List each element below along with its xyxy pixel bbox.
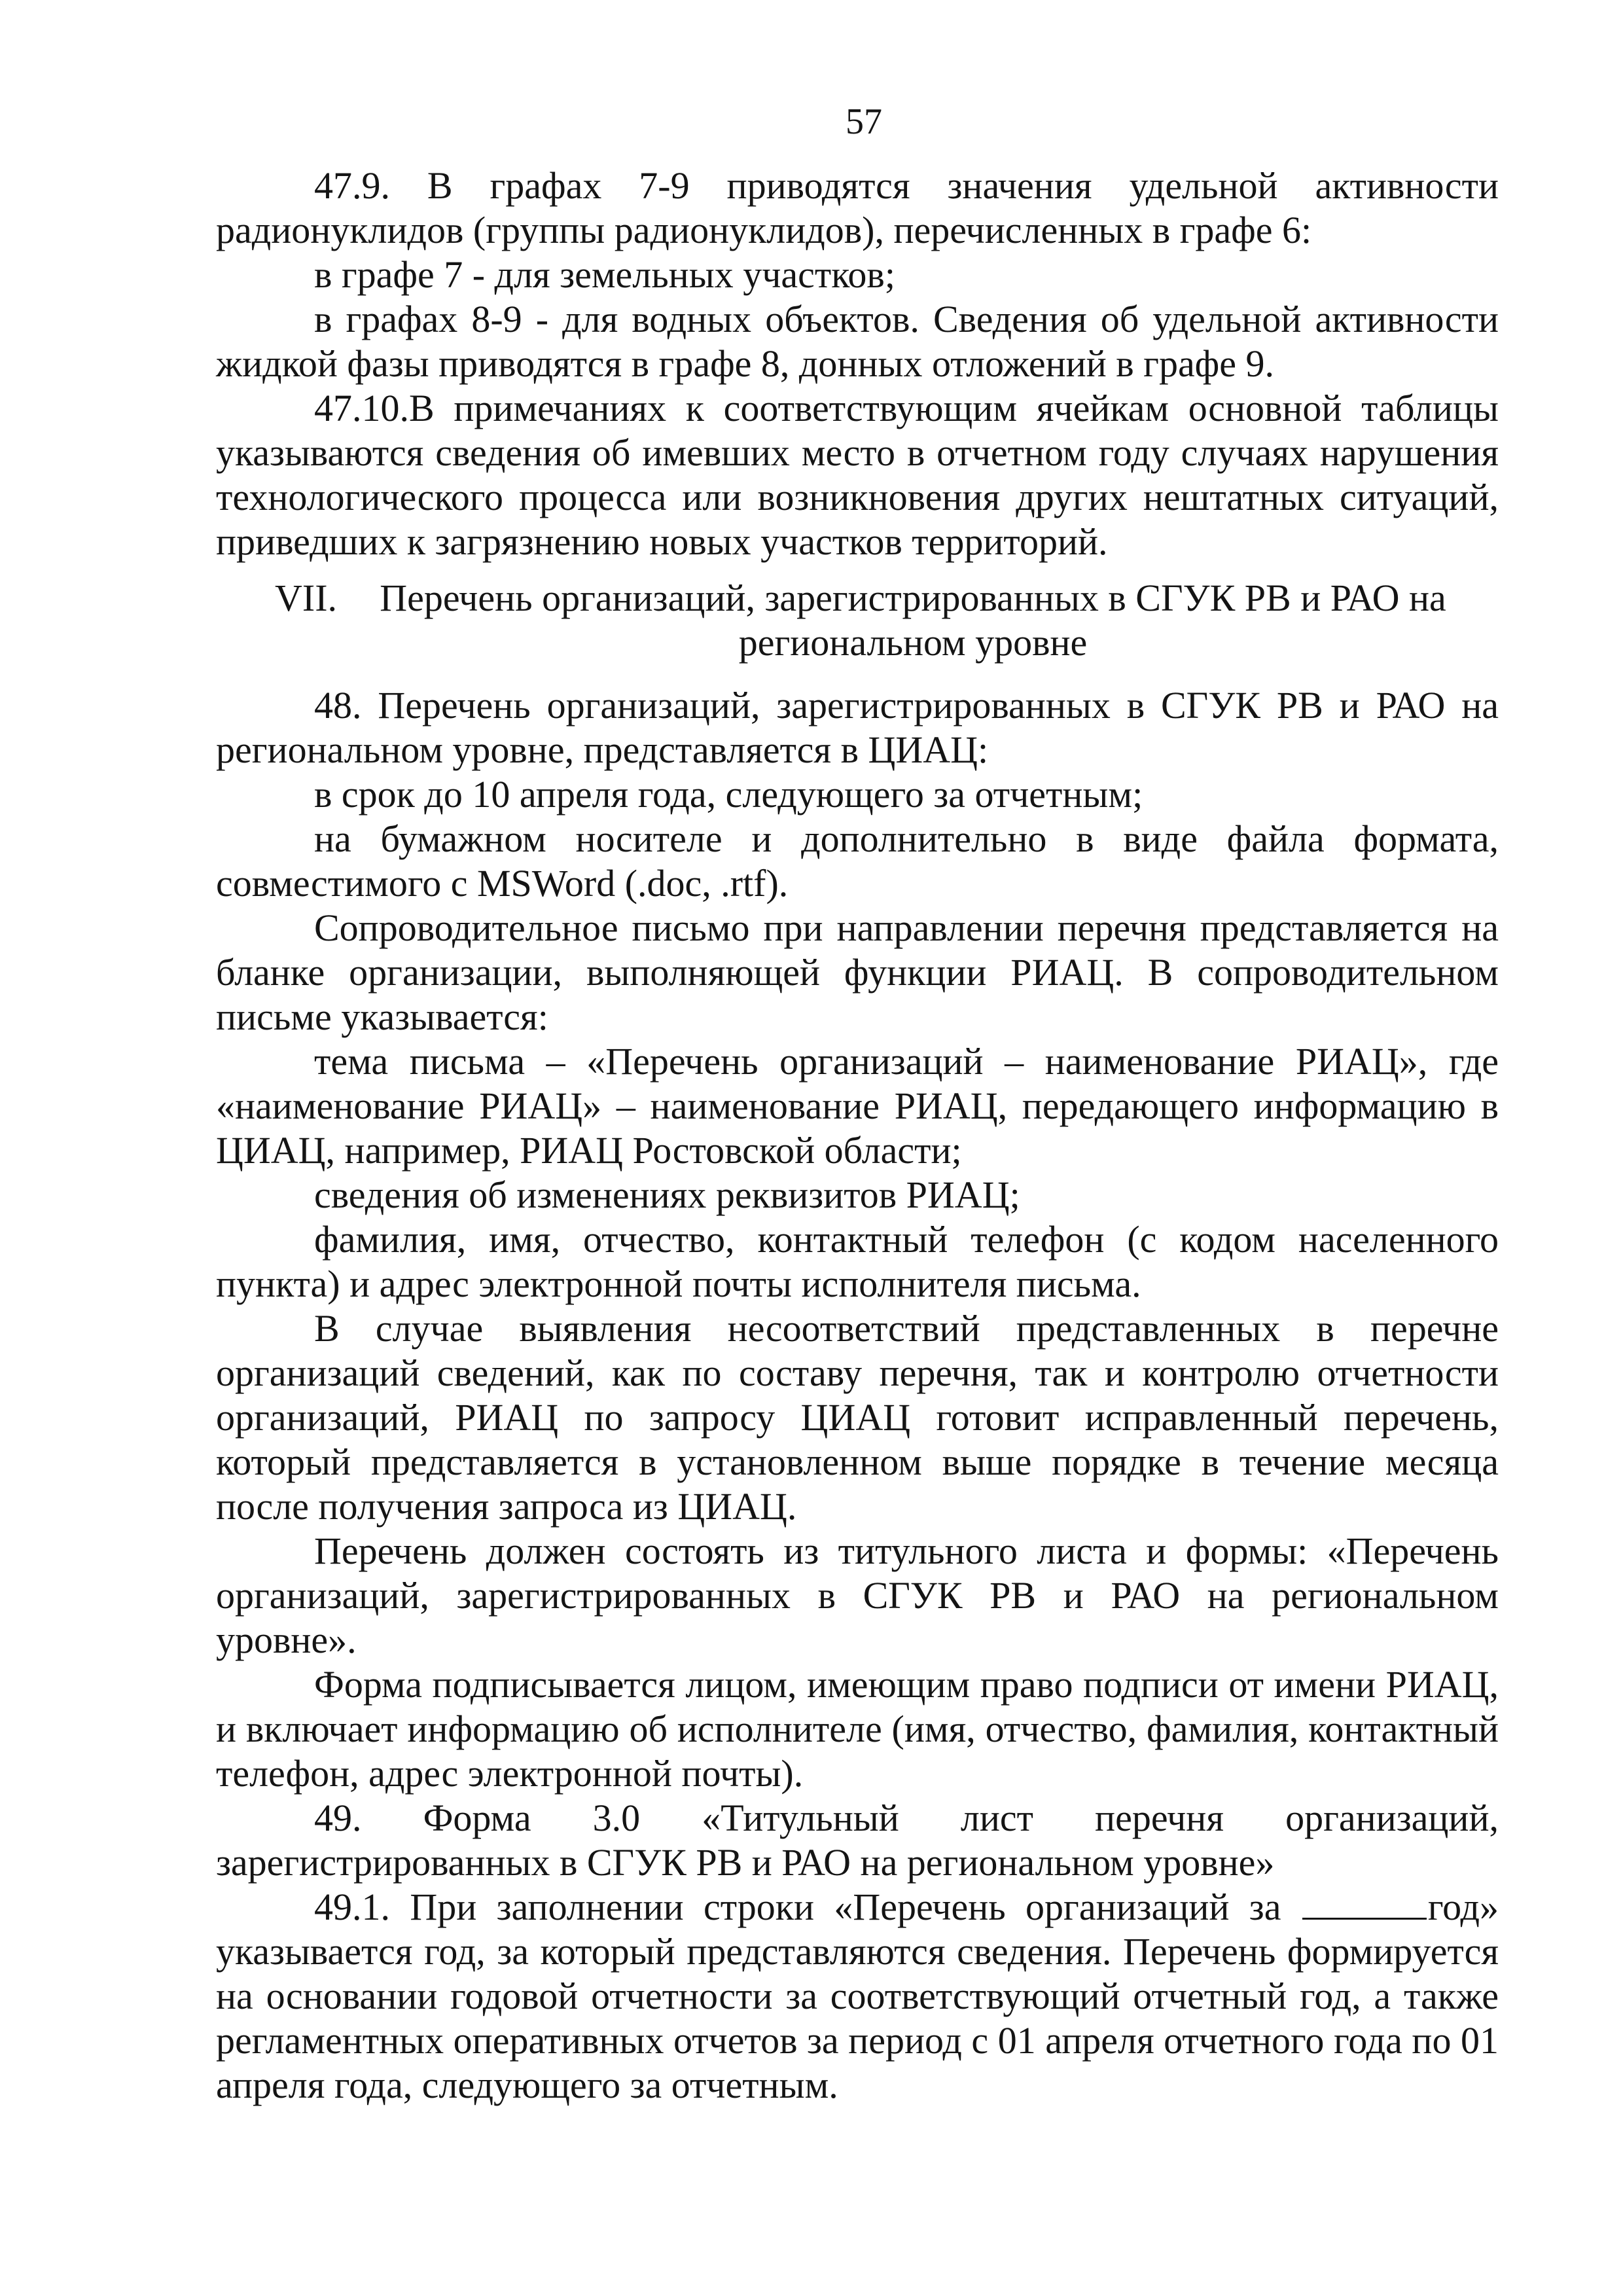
- section-heading-vii: [216, 576, 1499, 665]
- paragraph-48: 48. Перечень организаций, зарегистрированных в СГУК РВ и РАО на региональном уровне, представляется в ЦИАЦ:: [216, 684, 1499, 771]
- paragraph-deadline: в срок до 10 апреля года, следующего за отчетным;: [314, 773, 1143, 816]
- paragraph-contact-info: фамилия, имя, отчество, контактный телефон (с кодом населенного пункта) и адрес электронной почты исполнителя письма.: [216, 1218, 1499, 1305]
- paragraph-49-1-start: 49.1. При заполнении строки «Перечень организаций за: [314, 1886, 1281, 1928]
- document-body: [216, 164, 1499, 2108]
- paragraph-graphs-8-9: в графах 8-9 - для водных объектов. Сведения об удельной активности жидкой фазы приводятся в графе 8, донных отложений в графе 9.: [216, 298, 1499, 385]
- paragraph-47-9: 47.9. В графах 7-9 приводятся значения удельной активности радионуклидов (группы радионуклидов), перечисленных в графе 6:: [216, 164, 1499, 251]
- paragraph-graph-7: в графе 7 - для земельных участков;: [314, 253, 895, 296]
- paragraph-format: на бумажном носителе и дополнительно в виде файла формата, совместимого с MSWord (.doc, .rtf).: [216, 817, 1499, 905]
- paragraph-requisites: сведения об изменениях реквизитов РИАЦ;: [314, 1174, 1020, 1216]
- paragraph-47-10: 47.10.В примечаниях к соответствующим ячейкам основной таблицы указываются сведения об имевших место в отчетном году случаях нарушения технологического процесса или возникновения других нештатных ситуаций, приведших к загрязнению новых участков территорий.: [216, 387, 1499, 563]
- paragraph-discrepancies: В случае выявления несоответствий представленных в перечне организаций сведений, как по составу перечня, так и контролю отчетности организаций, РИАЦ по запросу ЦИАЦ готовит исправленный перечень, который представляется в установленном выше порядке в течение месяца после получения запроса из ЦИАЦ.: [216, 1307, 1499, 1528]
- paragraph-49-1-end: год» указывается год, за который представляются сведения. Перечень формируется на основании годовой отчетности за соответствующий отчетный год, а также регламентных оперативных отчетов за период с 01 апреля отчетного года по 01 апреля года, следующего за отчетным.: [216, 1886, 1499, 2106]
- paragraph-49: 49. Форма 3.0 «Титульный лист перечня организаций, зарегистрированных в СГУК РВ и РАО на региональном уровне»: [216, 1797, 1499, 1884]
- section-number: VII.: [275, 577, 338, 619]
- page-number: 57: [846, 101, 882, 142]
- paragraph-cover-letter: Сопроводительное письмо при направлении перечня представляется на бланке организации, выполняющей функции РИАЦ. В сопроводительном письме указывается:: [216, 906, 1499, 1038]
- paragraph-letter-subject: тема письма – «Перечень организаций – наименование РИАЦ», где «наименование РИАЦ» – наименование РИАЦ, передающего информацию в ЦИАЦ, например, РИАЦ Ростовской области;: [216, 1040, 1499, 1172]
- year-blank-line: [1302, 1886, 1427, 1920]
- paragraph-signature: Форма подписывается лицом, имеющим право подписи от имени РИАЦ, и включает информацию об исполнителе (имя, отчество, фамилия, контактный телефон, адрес электронной почты).: [216, 1663, 1499, 1795]
- paragraph-list-composition: Перечень должен состоять из титульного листа и формы: «Перечень организаций, зарегистрированных в СГУК РВ и РАО на региональном уровне».: [216, 1530, 1499, 1661]
- section-title: Перечень организаций, зарегистрированных в СГУК РВ и РАО на региональном уровне: [380, 577, 1446, 664]
- paragraph-49-1: [216, 1885, 1499, 2108]
